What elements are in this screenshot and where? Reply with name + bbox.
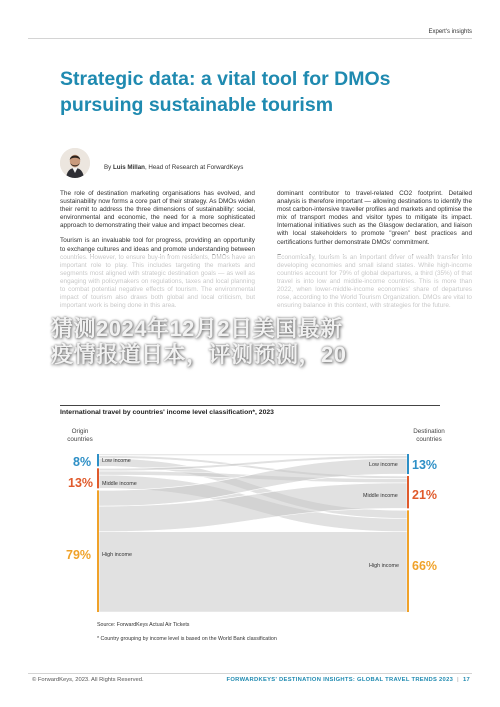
- author-name: Luis Millan: [112, 164, 145, 171]
- destination-high-label: High income: [369, 563, 399, 569]
- watermark-line-2: 疫情报道日本，评测预测，20: [51, 342, 347, 367]
- destination-middle-pct: 21%: [412, 488, 438, 502]
- figure-title: International travel by countries' income level classification*, 2023: [60, 409, 274, 416]
- footer-publication: [227, 677, 470, 683]
- origin-middle-label: Middle income: [102, 481, 137, 487]
- flow-0-0: [99, 454, 407, 456]
- left-paragraph-2: Tourism is an invaluable tool for progress, providing an opportunity to exchange cultures and ideas and promote understanding between: [60, 237, 255, 253]
- destination-low-pct: 13%: [412, 458, 438, 472]
- origin-low-label: Low income: [102, 458, 131, 464]
- origin-title-line-2: countries: [67, 436, 93, 443]
- destination-node-1: [407, 476, 409, 508]
- origin-high-label: High income: [102, 552, 132, 558]
- figure-source: Source: ForwardKeys Actual Air Tickets: [97, 622, 190, 628]
- byline-prefix: By: [104, 164, 113, 171]
- left-paragraph-1: The role of destination marketing organisations has evolved, and sustainability now forms a core part of their strategy. As DMOs widen their remit to address the three dimensions of sustainability: social, environmental and economic, the need for a more sophisticated approach to demonstrating their value and impact becomes clear.: [60, 190, 255, 230]
- page-number: 17: [462, 677, 470, 683]
- footer-separator: |: [457, 677, 459, 683]
- origin-node-1: [97, 468, 99, 488]
- right-paragraph-1: dominant contributor to travel-related CO2 footprint. Detailed analysis is therefore important — allowing destinations to identify the most carbon-intensive traveller profiles and markets and optimise the mix of transport modes and visitor types to mitigate its impact. International initiatives such as the Glasgow declaration, and liaison with local stakeholders to promote "green" best practices and certifications further demonstrate DMOs' commitment.: [277, 190, 473, 246]
- author-role: , Head of Research at ForwardKeys: [144, 164, 244, 171]
- destination-high-pct: 66%: [412, 559, 438, 573]
- destination-middle-label: Middle income: [363, 493, 398, 499]
- destination-title-line-2: countries: [416, 436, 442, 443]
- watermark-line-1: 猜测2024年12月2日美国最新: [51, 316, 343, 341]
- footer-publication-title: FORWARDKEYS' DESTINATION INSIGHTS: GLOBAL TRAVEL TRENDS 2023: [226, 677, 454, 683]
- origin-node-0: [97, 454, 99, 466]
- flow-2-2: [99, 532, 407, 612]
- destination-node-0: [407, 454, 409, 474]
- figure-note: * Country grouping by income level is based on the World Bank classification: [97, 636, 277, 642]
- destination-title-line-1: Destination: [413, 428, 445, 435]
- article-title: Strategic data: a vital tool for DMOs pursuing sustainable tourism: [60, 68, 391, 116]
- destination-node-2: [407, 510, 409, 612]
- origin-low-pct: 8%: [73, 455, 92, 469]
- origin-middle-pct: 13%: [68, 476, 94, 490]
- footer-rule: [28, 673, 472, 674]
- destination-low-label: Low income: [369, 462, 398, 468]
- origin-high-pct: 79%: [66, 548, 92, 562]
- origin-title-line-1: Origin: [71, 428, 89, 435]
- footer-copyright: © ForwardKeys, 2023. All Rights Reserved.: [32, 677, 144, 683]
- section-tag: Expert's insights: [428, 29, 472, 35]
- origin-node-2: [97, 490, 99, 612]
